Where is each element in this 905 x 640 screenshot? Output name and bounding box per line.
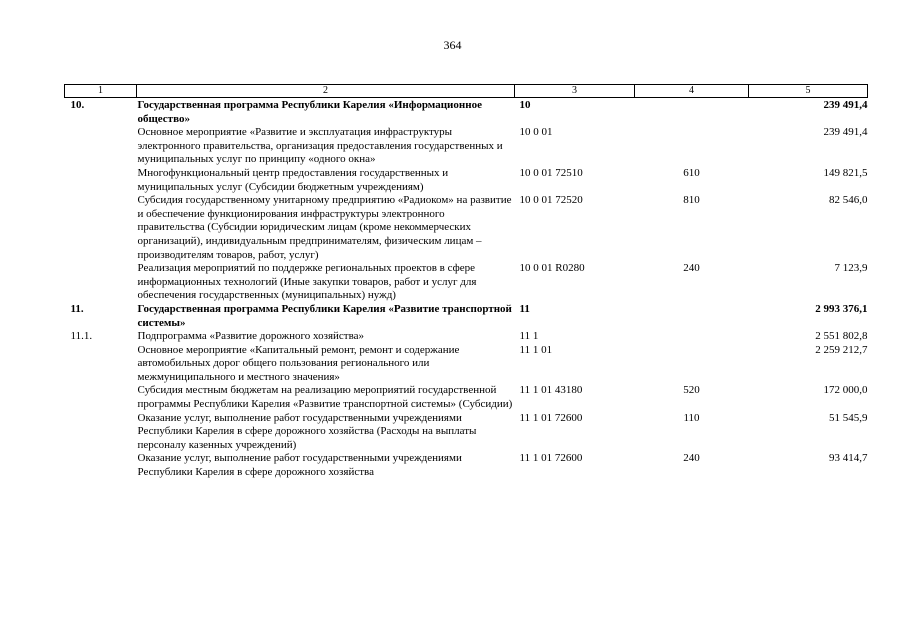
page-number: 364 — [443, 38, 462, 52]
row-name: Оказание услуг, выполнение работ государственными учреждениями Республики Карелия в сфере дорожного хозяйства — [137, 452, 462, 479]
row-name: Реализация мероприятий по поддержке региональных проектов в сфере информационных технологий (Иные закупки товаров, работ и услуг для обеспечения государственных (муниципальных) нужд) — [137, 262, 477, 302]
row-code: 11 1 01 72600 — [519, 452, 583, 465]
row-name: Основное мероприятие «Развитие и эксплуатация инфраструктуры электронного правительства, организация предоставления государственных и муниципальных услуг по принципу «одного окна» — [137, 126, 503, 166]
table-header — [65, 85, 868, 98]
row-expense-type: 520 — [683, 384, 700, 397]
row-amount: 172 000,0 — [823, 384, 868, 397]
row-number — [65, 262, 137, 303]
table-header-row — [65, 85, 868, 98]
row-number — [65, 412, 137, 453]
row-amount: 239 491,4 — [823, 126, 868, 139]
row-number: 10. — [70, 99, 85, 111]
row-number — [65, 344, 137, 385]
row-amount: 93 414,7 — [829, 452, 868, 465]
row-code: 10 0 01 R0280 — [519, 262, 585, 275]
row-code: 10 0 01 — [519, 126, 553, 139]
row-name: Государственная программа Республики Карелия «Развитие транспортной системы» — [137, 302, 512, 329]
row-amount: 239 491,4 — [823, 99, 868, 111]
row-name: Субсидия местным бюджетам на реализацию мероприятий государственной программы Республики Карелия «Развитие транспортной системы» (Субсидии) — [137, 384, 513, 411]
row-expense-type: 240 — [683, 262, 700, 275]
table-row — [65, 262, 868, 303]
row-name: Государственная программа Республики Карелия «Информационное общество» — [137, 99, 482, 125]
row-expense-type: 240 — [683, 452, 700, 465]
row-number — [65, 194, 137, 262]
header-col-3: 3 — [515, 85, 635, 98]
row-expense-type — [635, 126, 749, 167]
table-row — [65, 412, 868, 453]
row-amount: 2 993 376,1 — [815, 302, 868, 315]
row-number: 11. — [70, 302, 84, 315]
row-number — [65, 126, 137, 167]
row-amount: 82 546,0 — [829, 194, 868, 207]
row-code: 10 0 01 72510 — [519, 166, 583, 179]
row-name: Основное мероприятие «Капитальный ремонт, ремонт и содержание автомобильных дорог общего пользования регионального или межмуниципального и местного значения» — [137, 343, 460, 383]
row-code: 11 — [519, 302, 530, 315]
row-amount: 2 259 212,7 — [815, 343, 868, 356]
budget-table — [64, 84, 868, 480]
table-row — [65, 303, 868, 330]
table-row — [65, 167, 868, 194]
row-number — [65, 384, 137, 411]
header-col-2: 2 — [137, 85, 515, 98]
row-number — [65, 167, 137, 194]
row-expense-type: 610 — [683, 166, 700, 179]
row-code: 11 1 01 — [519, 343, 553, 356]
row-code: 11 1 — [519, 330, 539, 343]
table-row — [65, 330, 868, 344]
table-row — [65, 126, 868, 167]
table-row — [65, 194, 868, 262]
header-col-4: 4 — [635, 85, 749, 98]
header-col-1: 1 — [65, 85, 137, 98]
row-number: 11.1. — [70, 330, 93, 343]
row-code: 10 — [519, 99, 531, 111]
row-expense-type — [635, 98, 749, 127]
row-name: Подпрограмма «Развитие дорожного хозяйства» — [137, 330, 365, 343]
row-code: 10 0 01 72520 — [519, 194, 583, 207]
row-expense-type — [635, 303, 749, 330]
row-amount: 51 545,9 — [829, 411, 868, 424]
row-name: Оказание услуг, выполнение работ государственными учреждениями Республики Карелия в сфере дорожного хозяйства (Расходы на выплаты персоналу казенных учреждений) — [137, 411, 477, 451]
row-expense-type — [635, 344, 749, 385]
row-amount: 2 551 802,8 — [815, 330, 868, 343]
table-row — [65, 98, 868, 127]
table-row — [65, 452, 868, 479]
row-expense-type — [635, 330, 749, 344]
row-code: 11 1 01 43180 — [519, 384, 583, 397]
row-name: Многофункциональный центр предоставления государственных и муниципальных услуг (Субсидии бюджетным учреждениям) — [137, 166, 449, 193]
row-amount: 149 821,5 — [823, 166, 868, 179]
row-expense-type: 810 — [683, 194, 700, 207]
table-row — [65, 384, 868, 411]
row-name: Субсидия государственному унитарному предприятию «Радиоком» на развитие и обеспечение функционирования инфраструктуры электронного правительства (Субсидии юридическим лицам (кроме некоммерческих организаций), индивидуальным предпринимателям, физическим лицам – производителям товаров, работ, услуг) — [137, 194, 512, 261]
row-code: 11 1 01 72600 — [519, 411, 583, 424]
row-number — [65, 452, 137, 479]
table-row — [65, 344, 868, 385]
row-expense-type: 110 — [683, 411, 700, 424]
row-amount: 7 123,9 — [834, 262, 868, 275]
table-body — [65, 98, 868, 480]
header-col-5: 5 — [749, 85, 868, 98]
